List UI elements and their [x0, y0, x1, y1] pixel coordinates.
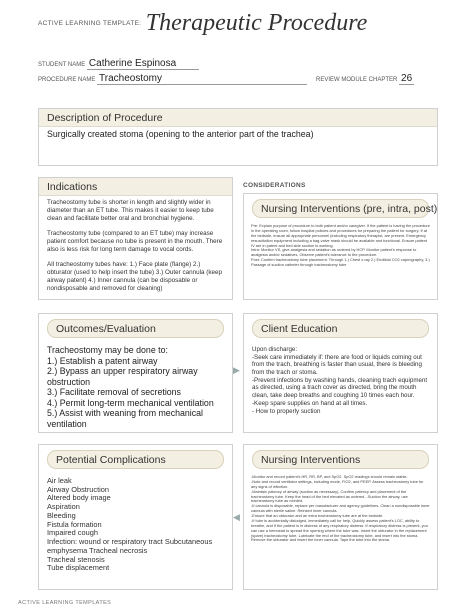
indications-box: [38, 177, 233, 300]
nursing-interventions-title: Nursing Interventions: [252, 450, 429, 469]
review-chapter-field[interactable]: 26: [401, 73, 413, 84]
review-chapter-row: [316, 73, 414, 85]
student-name-row: [38, 58, 199, 70]
complications-title: Potential Complications: [47, 450, 224, 469]
client-education-box: [243, 313, 438, 433]
complications-text[interactable]: Air leak Airway Obstruction Altered body image Aspiration Bleeding Fistula formation Impaired cough Infection: wound or respiratory tract Subcutaneous emphysema Tracheal necrosis Tracheal stenosis Tube displacement: [47, 476, 213, 573]
footer-label: ACTIVE LEARNING TEMPLATES: [18, 600, 112, 606]
nursing-pre-intra-post-title: Nursing Interventions (pre, intra, post): [252, 199, 429, 218]
client-education-text[interactable]: Upon discharge: -Seek care immediately if: there are food or liquids coming out from the trach, breathing is faster than usual, there is bleeding from the trach or stoma. -Prevent infections by washing hands, cleaning trach equipment as directed, using a trach cover as directed, bring the mouth clean, take deep breaths and coughing 10 times each hour. -Keep spare supplies on hand at all times. - How to properly suction: [252, 346, 428, 415]
procedure-name-field[interactable]: Tracheostomy: [97, 73, 307, 85]
page-header: [38, 10, 367, 37]
description-box: [38, 108, 438, 166]
indications-text[interactable]: Tracheostomy tube is shorter in length and slightly wider in diameter than an ET tube. This makes it easier to keep tube clean and facilitate better oral and bronchial hygiene. Tracheostomy tube (compared to an ET tube) may increase patient comfort because no tube is present in the mouth. There also is less risk for long term damage to vocal cords. All tracheostomy tubes have: 1.) Face plate (flange) 2.) obturator (used to help insert the tube) 3.) Outer cannula (keep airway patent) 4.) Inner cannula (can be disposable or nondisposable and removed for cleaning): [47, 199, 223, 292]
review-chapter-label: REVIEW MODULE CHAPTER: [316, 77, 398, 83]
page-title: Therapeutic Procedure: [145, 10, 368, 36]
complications-box: [38, 444, 233, 590]
template-label: ACTIVE LEARNING TEMPLATE:: [38, 20, 142, 27]
procedure-name-row: [38, 73, 307, 85]
client-education-title: Client Education: [252, 319, 429, 338]
considerations-label: CONSIDERATIONS: [243, 182, 306, 189]
outcomes-title: Outcomes/Evaluation: [47, 319, 224, 338]
nursing-pre-intra-post-text[interactable]: Pre: Explain purpose of procedure to both patient and/or caregiver. If the patient is having the procedure in the operating room, follow hospital policies and procedures for preparing the patient for surgery. If at the bedside, ensure all appropriate personnel (including respiratory therapist, are present. Emergency resuscitation equipment including a bag-valve mask should be available and functional. Ensure patient IV are in patent and bed side suction is working. Intra: Monitor VS, give analgesia and sedation as ordered by HCP. Monitor patient's response to analgesia and/or sedatives. Observe patient's tolerance to the procedure. Post: Confirm tracheostomy tube placement. Through 1.) Chest x-ray 2.) Endtidal CO2 capnography, 3.) Passage of suction catheter through tracheostomy tube: [251, 223, 430, 267]
indications-title: Indications: [39, 178, 232, 196]
description-text[interactable]: Surgically created stoma (opening to the anterior part of the trachea): [47, 129, 314, 139]
nursing-interventions-text[interactable]: -Monitor and record patient's HR, RR, BP, and SpO2. SpO2 readings should remain stable. -Note and record ventilator settings, including mode, FIO2, and PEEP. Assess tracheostomy tube for any signs of infection. -Maintain patency of airway (suction as necessary). Confirm patency and placement of the tracheostomy tube. Keep the head of the bed elevated as ordered. -Suction the airway, use tracheostomy tube as needed. -If cannula is disposable, replace per manufacturer and agency guidelines. Clean a nondisposable inner cannula with sterile saline. Reinsert inner cannula. -Ensure that an obturator and an extra tracheostomy tube are at the bedside. -If tube is accidentally dislodged, immediately call for help. Quickly assess patient's LOC, ability to breathe, and if the patient is in distress of any respiratory distress. If respiratory distress is present, you can use a hemostat to spread the opening where the tube was. Insert the obturator in the replacement (spare) tracheostomy tube. Lubricate the end of the tracheostomy tube, and insert into the stoma. Remove the obturator and insert the inner cannula. Tape the tube into the stoma.: [251, 474, 430, 543]
nursing-interventions-box: [243, 444, 438, 590]
outcomes-box: [38, 313, 233, 433]
procedure-name-label: PROCEDURE NAME: [38, 77, 96, 83]
outcomes-text[interactable]: Tracheostomy may be done to: 1.) Establish a patent airway 2.) Bypass an upper respiratory airway obstruction 3.) Facilitate removal of secretions 4.) Permit long-term mechanical ventilation 5.) Assist with weaning from mechanical ventilation: [47, 345, 214, 429]
arrow-right-icon: ▶: [233, 365, 240, 375]
arrow-left-icon: ◀: [233, 512, 240, 522]
nursing-pre-intra-post-box: [243, 193, 438, 300]
student-name-label: STUDENT NAME: [38, 62, 86, 68]
student-name-field[interactable]: Catherine Espinosa: [87, 58, 199, 70]
description-title: Description of Procedure: [39, 109, 437, 127]
